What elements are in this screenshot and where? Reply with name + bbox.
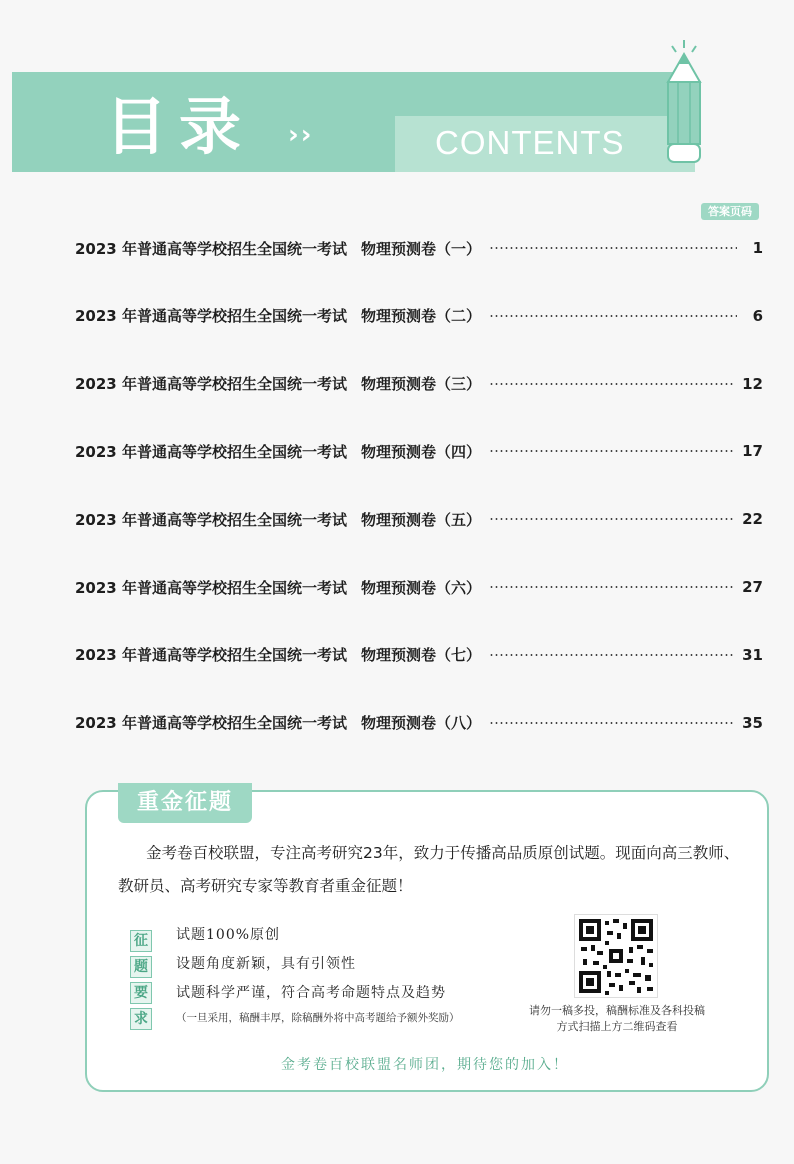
toc-row[interactable] — [75, 372, 763, 396]
requirements-label-char: 求 — [130, 1008, 152, 1030]
toc-title — [75, 305, 481, 326]
toc-leader-dots — [489, 450, 734, 452]
toc-leader-dots — [489, 383, 734, 385]
toc-row[interactable] — [75, 439, 763, 463]
toc-page-number: 6 — [752, 306, 763, 325]
toc-title-prefix: 2023 年普通高等学校招生全国统一考试 — [75, 375, 347, 394]
requirements-note: （一旦采用，稿酬丰厚，除稿酬外将中高考题给予额外奖励） — [176, 1012, 460, 1024]
toc-leader-dots — [489, 518, 734, 520]
toc-page-number: 17 — [742, 442, 763, 461]
toc-row[interactable] — [75, 643, 763, 667]
toc-row[interactable] — [75, 575, 763, 599]
toc-row[interactable] — [75, 711, 763, 735]
toc-page-number: 12 — [742, 374, 763, 393]
toc-title-suffix: 物理预测卷（五） — [360, 510, 481, 529]
requirements-label — [130, 930, 152, 1030]
toc-page-number: 35 — [742, 713, 763, 732]
toc-title-suffix: 物理预测卷（四） — [360, 442, 481, 461]
requirements-label-char: 要 — [130, 982, 152, 1004]
qr-caption — [512, 1003, 722, 1035]
toc-title — [75, 373, 481, 394]
toc-page-number: 27 — [742, 578, 763, 596]
toc-title-prefix: 2023 年普通高等学校招生全国统一考试 — [75, 646, 347, 665]
qr-code-icon[interactable] — [574, 914, 658, 998]
toc-title-suffix: 物理预测卷（一） — [360, 239, 481, 258]
page-title: 目录 — [105, 90, 254, 163]
requirements-label-char: 题 — [130, 956, 152, 978]
toc-page-number: 31 — [742, 645, 763, 664]
page-title-english: CONTENTS — [435, 124, 625, 161]
toc-leader-dots — [489, 722, 734, 724]
toc-row[interactable] — [75, 507, 763, 531]
toc-title — [75, 644, 481, 665]
toc-title-prefix: 2023 年普通高等学校招生全国统一考试 — [75, 307, 347, 326]
pencil-icon — [660, 38, 708, 168]
toc-title — [75, 509, 481, 530]
toc-title-prefix: 2023 年普通高等学校招生全国统一考试 — [75, 510, 347, 529]
requirements-label-char: 征 — [130, 930, 152, 952]
toc-leader-dots — [489, 654, 734, 656]
answer-page-tag: 答案页码 — [701, 203, 759, 220]
toc-leader-dots — [489, 586, 734, 588]
toc-title-suffix: 物理预测卷（八） — [360, 714, 481, 733]
toc-title-prefix: 2023 年普通高等学校招生全国统一考试 — [75, 578, 347, 597]
toc-title-suffix: 物理预测卷（三） — [360, 375, 481, 394]
qr-caption-line: 方式扫描上方二维码查看 — [556, 1020, 678, 1033]
toc-title — [75, 238, 481, 259]
toc-title-prefix: 2023 年普通高等学校招生全国统一考试 — [75, 442, 347, 461]
requirement-item: 设题角度新颖，具有引领性 — [176, 956, 356, 972]
toc-leader-dots — [489, 315, 737, 317]
requirement-item: 试题100%原创 — [176, 927, 281, 943]
toc-row[interactable] — [75, 236, 763, 260]
toc-page-number: 1 — [752, 239, 763, 257]
call-box-intro: 金考卷百校联盟，专注高考研究23年，致力于传播高品质原创试题。现面向高三教师、教研员、高考研究专家等教育者重金征题！ — [118, 844, 740, 895]
qr-caption-line: 请勿一稿多投，稿酬标准及各科投稿 — [529, 1004, 705, 1017]
toc-title — [75, 577, 481, 598]
toc-title — [75, 441, 481, 462]
toc-title — [75, 712, 481, 733]
toc-leader-dots — [489, 247, 737, 249]
requirement-item: 试题科学严谨，符合高考命题特点及趋势 — [176, 985, 446, 1001]
call-box-footer: 金考卷百校联盟名师团，期待您的加入！ — [281, 1057, 569, 1073]
toc-title-prefix: 2023 年普通高等学校招生全国统一考试 — [75, 714, 347, 733]
toc-title-prefix: 2023 年普通高等学校招生全国统一考试 — [75, 239, 347, 258]
toc-page-number: 22 — [742, 510, 763, 529]
toc-title-suffix: 物理预测卷（七） — [360, 646, 481, 665]
toc-title-suffix: 物理预测卷（六） — [360, 578, 481, 597]
call-box-label: 重金征题 — [118, 783, 252, 823]
toc-title-suffix: 物理预测卷（二） — [360, 307, 481, 326]
toc-row[interactable] — [75, 304, 763, 328]
title-arrows: ›› — [288, 120, 314, 150]
